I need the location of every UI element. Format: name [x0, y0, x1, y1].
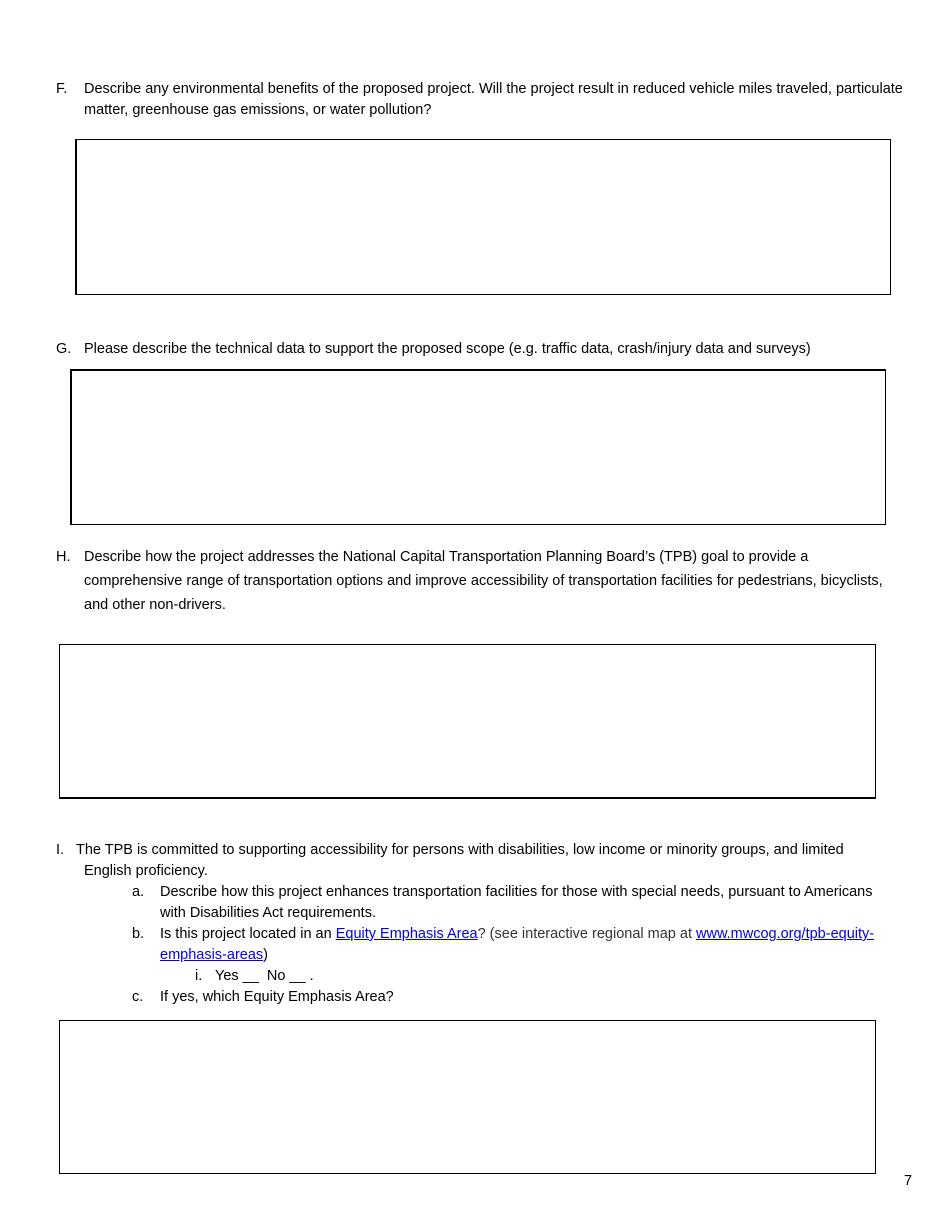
question-i-c-text: If yes, which Equity Emphasis Area?	[160, 989, 394, 1005]
page-number: 7	[904, 1173, 913, 1189]
question-i-c-marker: c.	[132, 989, 144, 1005]
question-h-letter: H.	[56, 549, 71, 565]
question-i-letter: I.	[56, 842, 65, 858]
question-h	[56, 545, 906, 617]
answer-box-f[interactable]	[75, 139, 891, 295]
equity-emphasis-area-link[interactable]: Equity Emphasis Area	[335, 926, 478, 942]
question-i-b-prefix: Is this project located in an	[160, 926, 336, 942]
mwcog-map-link[interactable]: www.mwcog.org/tpb-equity-emphasis-areas	[160, 926, 875, 963]
question-i-b-marker: b.	[132, 926, 145, 942]
question-i-a	[132, 882, 892, 924]
question-g	[56, 339, 926, 360]
question-i-b-i-marker: i.	[195, 968, 203, 984]
question-g-letter: G.	[56, 341, 72, 357]
question-f-text: Describe any environmental benefits of the proposed project. Will the project result in reduced vehicle miles traveled, particulate matter, greenhouse gas emissions, or water pollution?	[84, 81, 903, 118]
yes-no-prompt: Yes __ No __ .	[215, 968, 314, 984]
question-h-text: Describe how the project addresses the National Capital Transportation Planning Board’s (TPB) goal to provide a comprehensive range of transportation options and improve accessibility of transportation facilities for pedestrians, bicyclists, and other non-drivers.	[84, 549, 883, 613]
answer-box-g[interactable]	[70, 369, 886, 525]
question-i-b	[132, 924, 892, 966]
question-i-a-marker: a.	[132, 884, 145, 900]
question-i	[56, 840, 876, 882]
question-g-text: Please describe the technical data to support the proposed scope (e.g. traffic data, crash/injury data and surveys)	[84, 341, 811, 357]
question-i-b-middle: ? (see interactive regional map at	[477, 926, 696, 942]
question-i-a-text: Describe how this project enhances transportation facilities for those with special needs, pursuant to Americans with Disabilities Act requirements.	[160, 884, 873, 921]
question-f	[56, 79, 916, 121]
answer-box-h[interactable]	[59, 644, 876, 799]
question-i-b-i	[195, 966, 495, 987]
answer-box-i[interactable]	[59, 1020, 876, 1174]
question-f-letter: F.	[56, 81, 68, 97]
question-i-c	[132, 987, 892, 1008]
question-i-b-suffix: )	[263, 947, 269, 963]
question-i-text: The TPB is committed to supporting accessibility for persons with disabilities, low income or minority groups, and limited English proficiency.	[76, 842, 844, 879]
